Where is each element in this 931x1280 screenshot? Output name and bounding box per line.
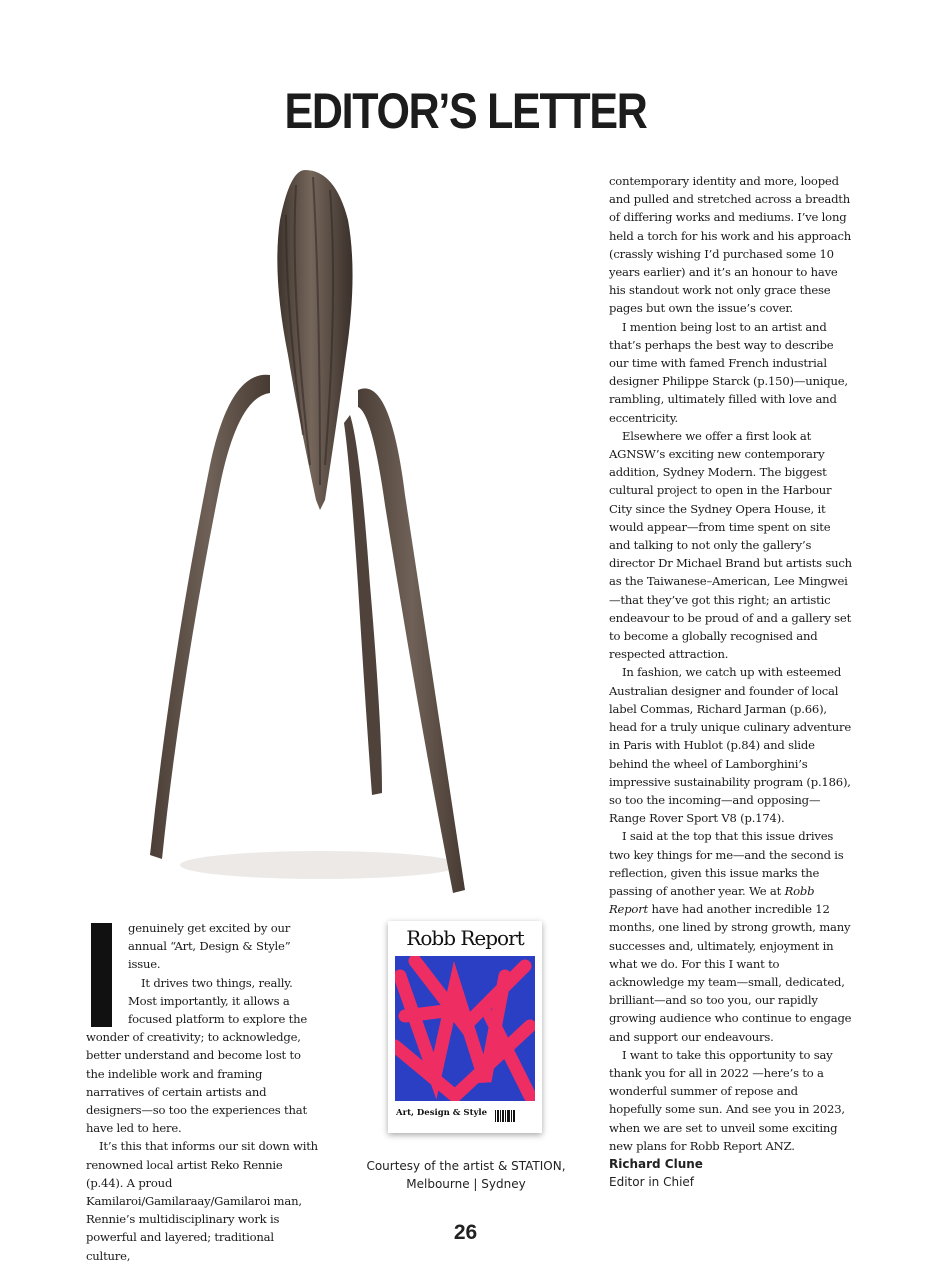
caption-line: Courtesy of the artist & STATION, [366, 1159, 566, 1173]
paragraph: I want to take this opportunity to say thank you for all in 2022 —here’s to a wonderful summer of repose and hopefully some sun. And see you in 2023, when we are set to unveil some exciting new plans for Robb Report ANZ. [609, 1047, 845, 1153]
right-column [609, 172, 854, 1155]
paragraph [609, 827, 854, 1045]
paragraph: In fashion, we catch up with esteemed Australian designer and founder of local label Commas, Richard Jarman (p.66), head for a truly unique culinary adventure in Paris with Hublot (p.84) and slide behind the wheel of Lamborghini’s impressive sustainability program (p.186), so too the incoming—and opposing—Range Rover Sport V8 (p.174). [609, 665, 852, 826]
paragraph-text: have had another incredible 12 months, one lined by strong growth, many successes and, ultimately, enjoyment in what we do. For this I want to acknowledge my team—small, dedicated, brilliant—and so too you, our rapidly growing audience who continue to engage and support our endeavours. [609, 902, 852, 1044]
paragraph-text: I said at the top that this issue drives two key things for me—and the second is reflection, given this issue marks the passing of another year. We at [609, 829, 844, 898]
magazine-name-italic: Robb Report [609, 883, 815, 917]
page-title: EDITOR’S LETTER [284, 83, 647, 139]
signature-role: Editor in Chief [609, 1175, 695, 1189]
juicer-sculpture-image [120, 165, 500, 905]
paragraph: It’s this that informs our sit down with renowned local artist Reko Rennie (p.44). A proud Kamilaroi/Gamilaraay/Gamilaroi man, Rennie’s multidisciplinary work is powerful and layered; traditional culture, [86, 1139, 318, 1263]
image-caption [360, 1157, 572, 1193]
paragraph: I mention being lost to an artist and that’s perhaps the best way to describe our time with famed French industrial designer Philippe Starck (p.150)—unique, rambling, ultimately filled with love and eccentricity. [609, 319, 848, 425]
signature-name: Richard Clune [609, 1157, 703, 1171]
paragraph: Elsewhere we offer a first look at AGNSW’s exciting new contemporary addition, Sydney Modern. The biggest cultural project to open in the Harbour City since the Sydney Opera House, it would appear—from time spent on site and talking to not only the gallery’s director Dr Michael Brand but artists such as the Taiwanese–American, Lee Mingwei—that they’ve got this right; an artistic endeavour to be proud of and a gallery set to become a globally recognised and respected attraction. [609, 428, 852, 662]
magazine-cover-image [388, 921, 542, 1133]
barcode-icon [494, 1110, 516, 1122]
page-number: 26 [453, 1221, 478, 1244]
paragraph: It drives two things, really. Most importantly, it allows a focused platform to explore the wonder of creativity; to acknowledge, better understand and become lost to the indelible work and framing narratives of certain artists and designers—so too the experiences that have led to here. [86, 975, 308, 1136]
cover-masthead: Robb Report [406, 926, 524, 950]
caption-line: Melbourne | Sydney [406, 1177, 526, 1191]
cover-artwork [395, 956, 535, 1101]
left-column [86, 919, 318, 1265]
paragraph: contemporary identity and more, looped and pulled and stretched across a breadth of differing works and mediums. I’ve long held a torch for his work and his approach (crassly wishing I’d purchased some 10 years earlier) and it’s an honour to have his standout work not only grace these pages but own the issue’s cover. [609, 174, 852, 316]
cover-tagline: Art, Design & Style [396, 1108, 488, 1118]
drop-cap-letter [91, 923, 112, 1027]
paragraph: genuinely get excited by our annual “Art, Design & Style” issue. [128, 921, 291, 972]
